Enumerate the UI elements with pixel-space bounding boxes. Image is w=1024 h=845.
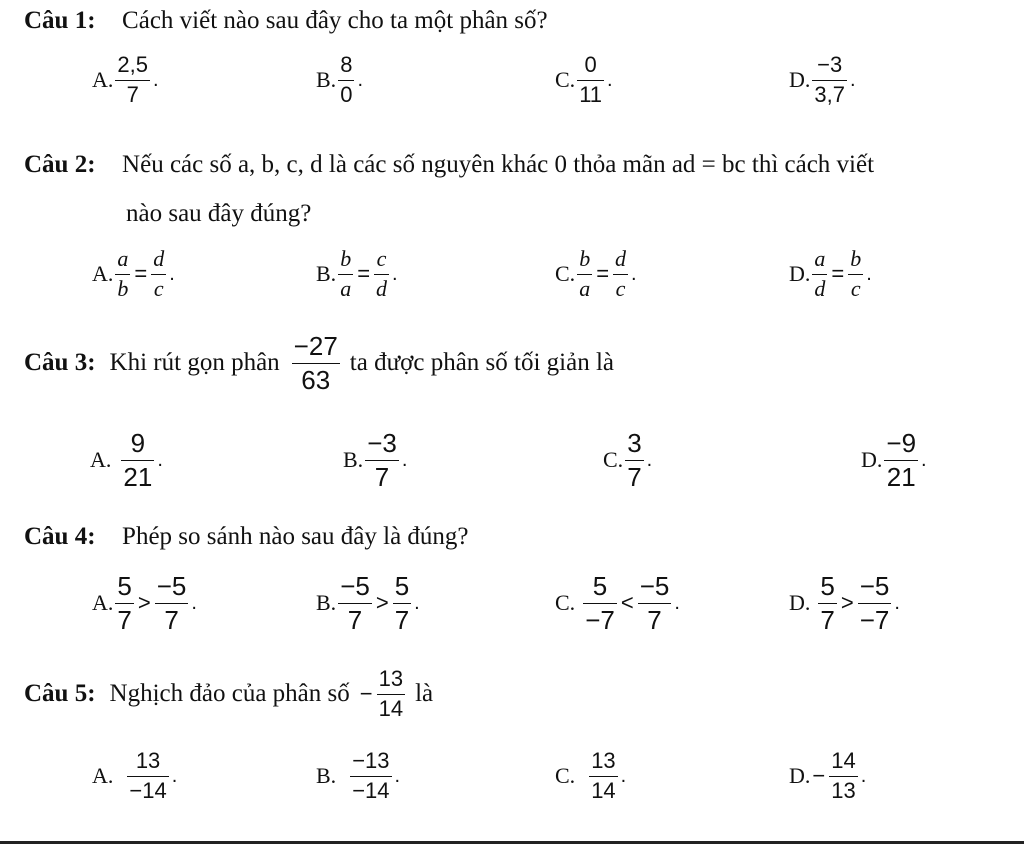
q2-option-d[interactable]: D. $\frac{a}{d}$ = $\frac{b}{c}$ . <box>789 246 872 301</box>
fraction: $\frac{2,5}{7}$ <box>117 52 148 107</box>
question-4 <box>24 524 469 549</box>
q1-option-c[interactable]: C. $\frac{0}{11}$ . <box>555 52 613 107</box>
q3-option-a[interactable]: A. $\frac{9}{21}$ . <box>90 428 163 492</box>
question-4-label: Câu 4: <box>24 523 96 550</box>
q3-option-d[interactable]: D. $\frac{-9}{21}$ . <box>861 428 927 492</box>
q3-option-b[interactable]: B. $\frac{-3}{7}$ . <box>343 428 408 492</box>
q1-option-b[interactable]: B. $\frac{8}{0}$ . <box>316 52 363 107</box>
question-1 <box>24 8 548 33</box>
fraction: $\frac{-5}{7}$ <box>340 571 370 635</box>
fraction: $\frac{5}{7}$ <box>117 571 132 635</box>
fraction: $\frac{c}{d}$ <box>376 246 388 301</box>
fraction: $\frac{d}{c}$ <box>153 246 165 301</box>
fraction: $\frac{0}{11}$ <box>579 52 603 107</box>
question-2-label: Câu 2: <box>24 151 96 178</box>
fraction: $\frac{-13}{-14}$ <box>352 748 390 803</box>
question-5-sign: − <box>359 681 373 706</box>
question-3-fraction: $\frac{-27}{63}$ <box>293 331 338 395</box>
q2-option-c[interactable]: C. $\frac{b}{a}$ = $\frac{d}{c}$ . <box>555 246 637 301</box>
q1-option-a[interactable]: A. $\frac{2,5}{7}$ . <box>92 52 159 107</box>
fraction: $\frac{13}{-14}$ <box>129 748 167 803</box>
fraction: $\frac{5}{-7}$ <box>585 571 615 635</box>
fraction: $\frac{-5}{-7}$ <box>859 571 890 635</box>
q1-option-d[interactable]: D. $\frac{-3}{3,7}$ . <box>789 52 856 107</box>
fraction: $\frac{d}{c}$ <box>615 246 627 301</box>
q2-option-b[interactable]: B. $\frac{b}{a}$ = $\frac{c}{d}$ . <box>316 246 398 301</box>
q3-option-c[interactable]: C. $\frac{3}{7}$ . <box>603 428 653 492</box>
question-5-fraction: $\frac{13}{14}$ <box>378 666 404 721</box>
q4-option-d[interactable]: D. $\frac{5}{7}$ > $\frac{-5}{-7}$ . <box>789 571 900 635</box>
question-5 <box>24 668 433 720</box>
fraction: $\frac{-5}{7}$ <box>156 571 187 635</box>
q5-option-a[interactable]: A. $\frac{13}{-14}$ . <box>92 748 178 803</box>
fraction: $\frac{-3}{7}$ <box>367 428 397 492</box>
question-3-text-after: ta được phân số tối giản là <box>349 349 614 376</box>
question-3-label: Câu 3: <box>24 349 96 376</box>
fraction: $\frac{-5}{7}$ <box>639 571 670 635</box>
fraction: $\frac{13}{14}$ <box>591 748 616 803</box>
question-5-text-after: là <box>415 680 434 707</box>
q4-option-b[interactable]: B. $\frac{-5}{7}$ > $\frac{5}{7}$ . <box>316 571 420 635</box>
question-2-text-line1: Nếu các số a, b, c, d là các số nguyên khác 0 thỏa mãn ad = bc thì cách viết <box>122 151 875 178</box>
fraction: $\frac{5}{7}$ <box>820 571 835 635</box>
fraction: $\frac{-3}{3,7}$ <box>814 52 845 107</box>
fraction: $\frac{-9}{21}$ <box>886 428 917 492</box>
q4-option-a[interactable]: A. $\frac{5}{7}$ > $\frac{-5}{7}$ . <box>92 571 197 635</box>
fraction: $\frac{a}{d}$ <box>814 246 826 301</box>
fraction: $\frac{a}{b}$ <box>117 246 129 301</box>
fraction: $\frac{8}{0}$ <box>340 52 353 107</box>
fraction: $\frac{14}{13}$ <box>831 748 856 803</box>
q4-option-c[interactable]: C. $\frac{5}{-7}$ < $\frac{-5}{7}$ . <box>555 571 680 635</box>
q5-option-d[interactable]: D. − $\frac{14}{13}$ . <box>789 748 867 803</box>
question-4-text: Phép so sánh nào sau đây là đúng? <box>122 523 469 550</box>
fraction: $\frac{9}{21}$ <box>123 428 153 492</box>
question-3-text-before: Khi rút gọn phân <box>109 349 280 376</box>
question-1-text: Cách viết nào sau đây cho ta một phân số? <box>122 7 548 34</box>
question-3 <box>24 333 614 393</box>
fraction: $\frac{b}{c}$ <box>850 246 862 301</box>
question-5-label: Câu 5: <box>24 680 96 707</box>
question-5-text-before: Nghịch đảo của phân số <box>109 680 350 707</box>
fraction: $\frac{5}{7}$ <box>394 571 410 635</box>
question-1-label: Câu 1: <box>24 7 96 34</box>
fraction: $\frac{b}{a}$ <box>340 246 352 301</box>
question-2 <box>24 152 874 177</box>
q2-option-a[interactable]: A. $\frac{a}{b}$ = $\frac{d}{c}$ . <box>92 246 175 301</box>
q5-option-c[interactable]: C. $\frac{13}{14}$ . <box>555 748 627 803</box>
question-2-text-line2: nào sau đây đúng? <box>126 200 312 227</box>
bottom-divider <box>0 841 1024 844</box>
fraction: $\frac{3}{7}$ <box>627 428 642 492</box>
q5-option-b[interactable]: B. $\frac{-13}{-14}$ . <box>316 748 401 803</box>
fraction: $\frac{b}{a}$ <box>579 246 591 301</box>
